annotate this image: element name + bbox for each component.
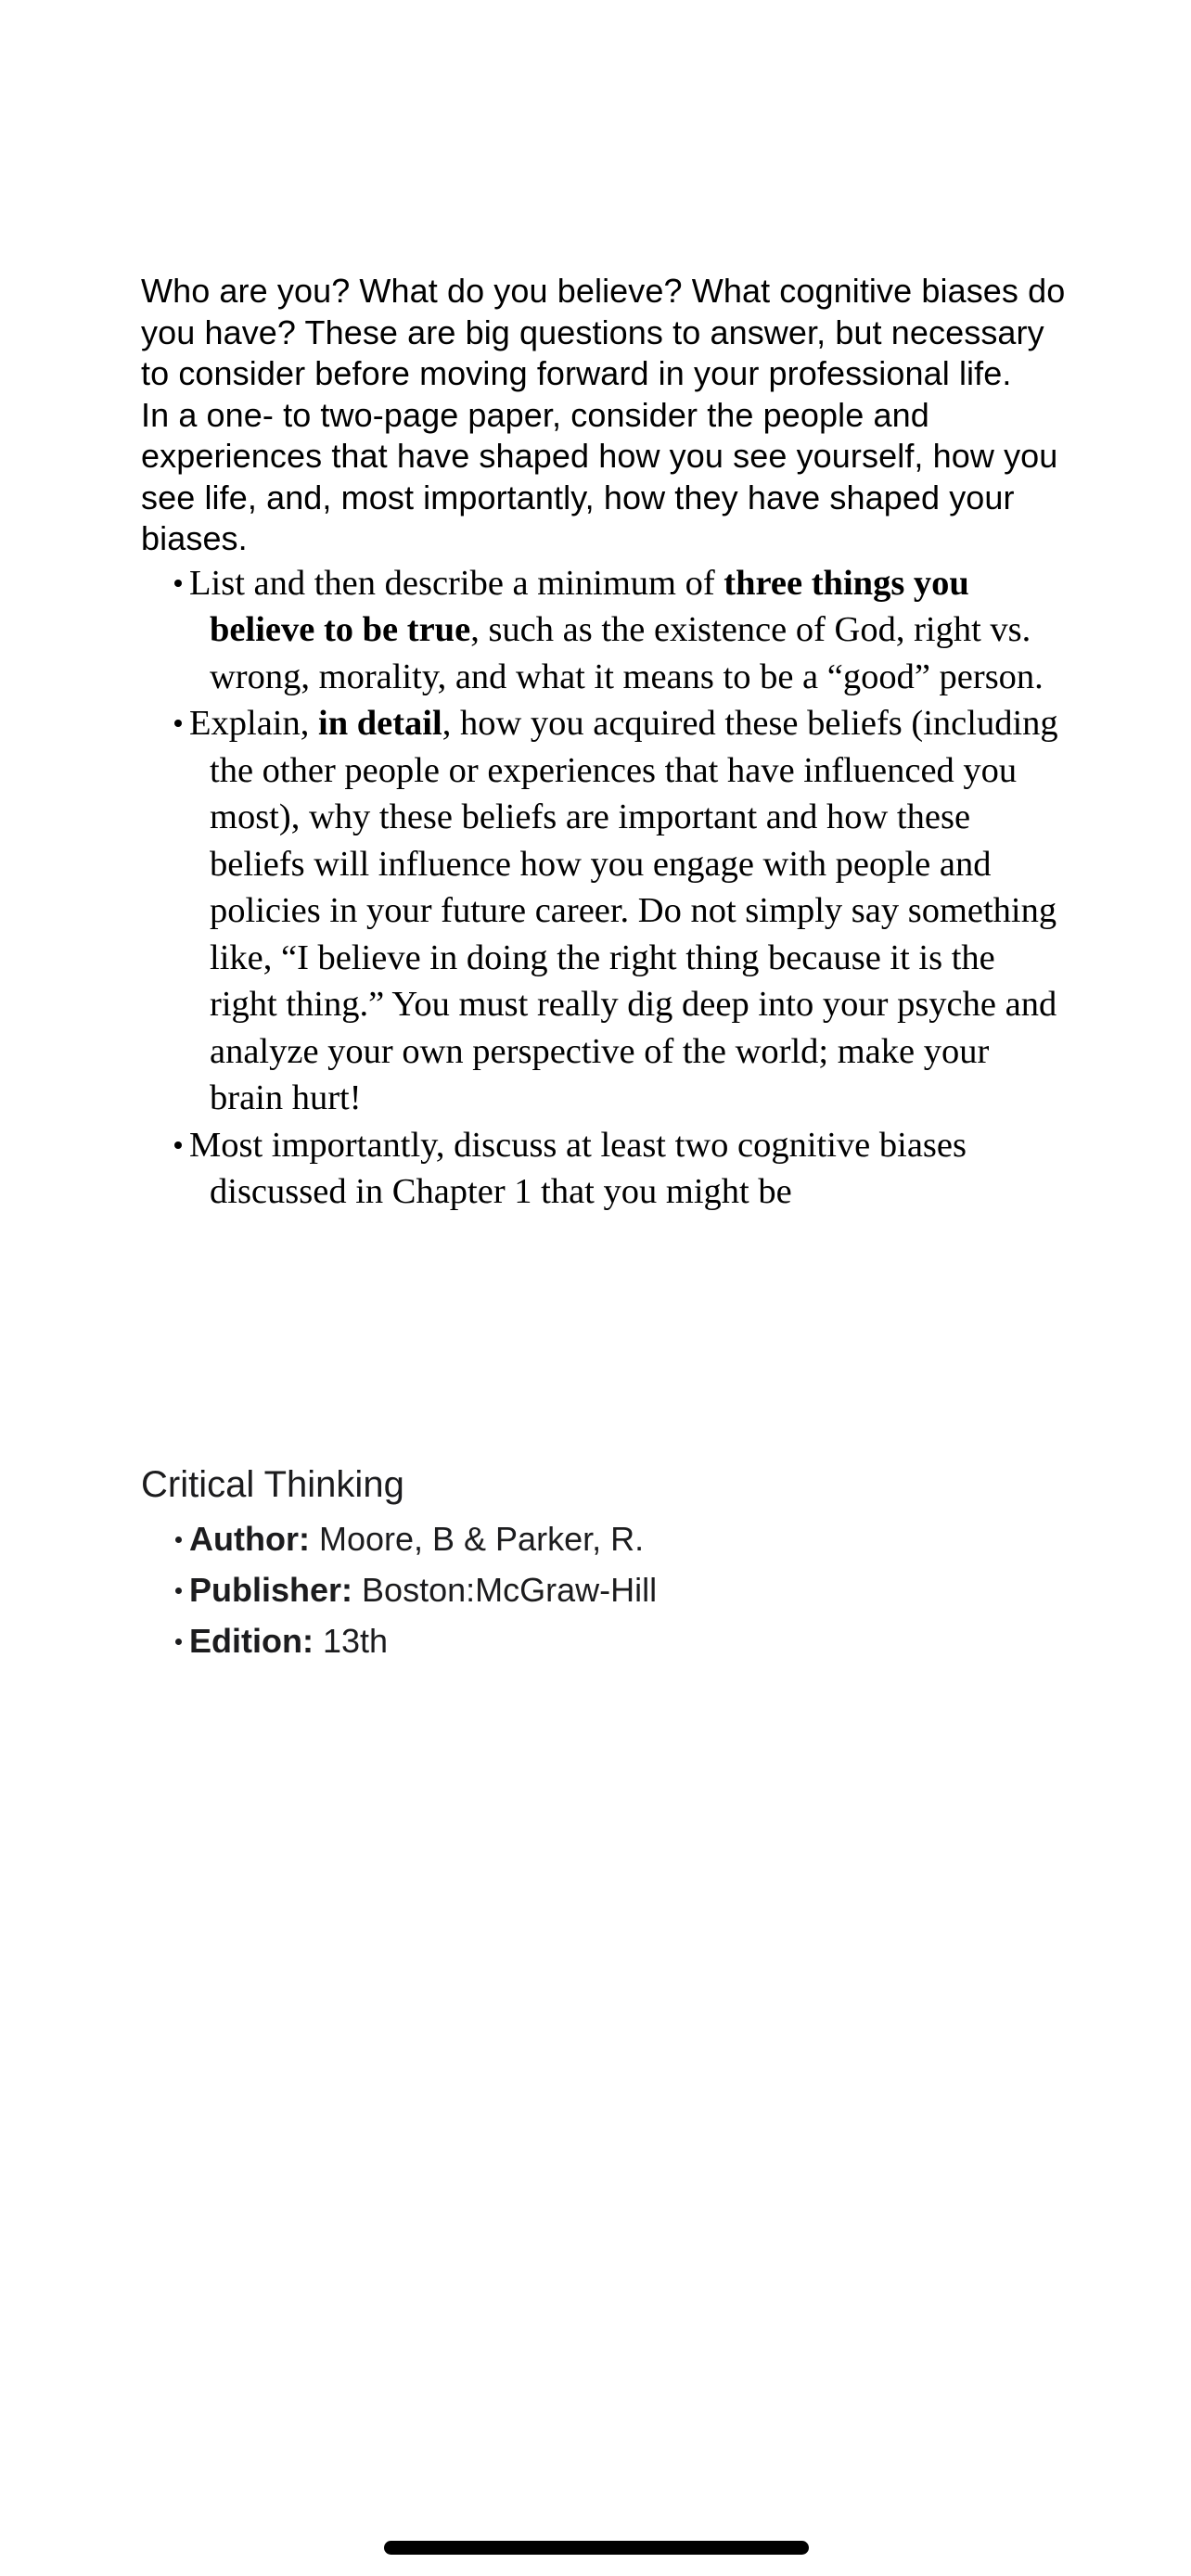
author-value: Moore, B & Parker, R. xyxy=(309,1520,645,1558)
textbook-info xyxy=(141,1458,1069,1666)
instruction-list xyxy=(141,560,1069,1216)
edition-value: 13th xyxy=(313,1622,389,1660)
emphasis-text: in detail xyxy=(318,704,442,743)
bullet-icon xyxy=(175,1639,182,1645)
bullet-icon xyxy=(175,1537,182,1543)
book-edition xyxy=(141,1615,1069,1666)
home-indicator[interactable] xyxy=(384,2541,809,2555)
edition-label: Edition: xyxy=(189,1622,314,1660)
emphasis-text: three things you believe to be true xyxy=(210,563,969,649)
bullet-icon xyxy=(174,720,182,727)
book-author xyxy=(141,1513,1069,1564)
bullet-icon xyxy=(174,580,182,587)
list-item: Most importantly, discuss at least two cognitive biases discussed in Chapter 1 that you might be xyxy=(141,1122,1069,1216)
intro-paragraph-2: In a one- to two-page paper, consider the people and experiences that have shaped how you see yourself, how you see life, and, most importantly, how they have shaped your biases. xyxy=(141,395,1058,557)
book-publisher xyxy=(141,1564,1069,1615)
list-item: Explain, in detail, how you acquired these beliefs (including the other people or experiences that have influenced you most), why these beliefs are important and how these beliefs will influence how you engage with people and policies in your future career. Do not simply say something like, “I believe in doing the right thing because it is the right thing.” You must really dig deep into your psyche and analyze your own perspective of the world; make your brain hurt! xyxy=(141,700,1069,1122)
bullet-icon xyxy=(175,1588,182,1594)
book-title: Critical Thinking xyxy=(141,1464,404,1505)
list-item: List and then describe a minimum of three things you believe to be true, such as the existence of God, right vs. wrong, morality, and what it means to be a “good” person. xyxy=(141,560,1069,701)
author-label: Author: xyxy=(189,1520,310,1558)
assignment-content xyxy=(141,271,1069,1216)
intro-paragraph-1: Who are you? What do you believe? What cognitive biases do you have? These are big questions to answer, but necessary to consider before moving forward in your professional life. xyxy=(141,272,1066,392)
publisher-label: Publisher: xyxy=(189,1571,353,1609)
bullet-icon xyxy=(174,1141,182,1149)
publisher-value: Boston:McGraw-Hill xyxy=(352,1571,658,1609)
book-details-list xyxy=(141,1513,1069,1666)
